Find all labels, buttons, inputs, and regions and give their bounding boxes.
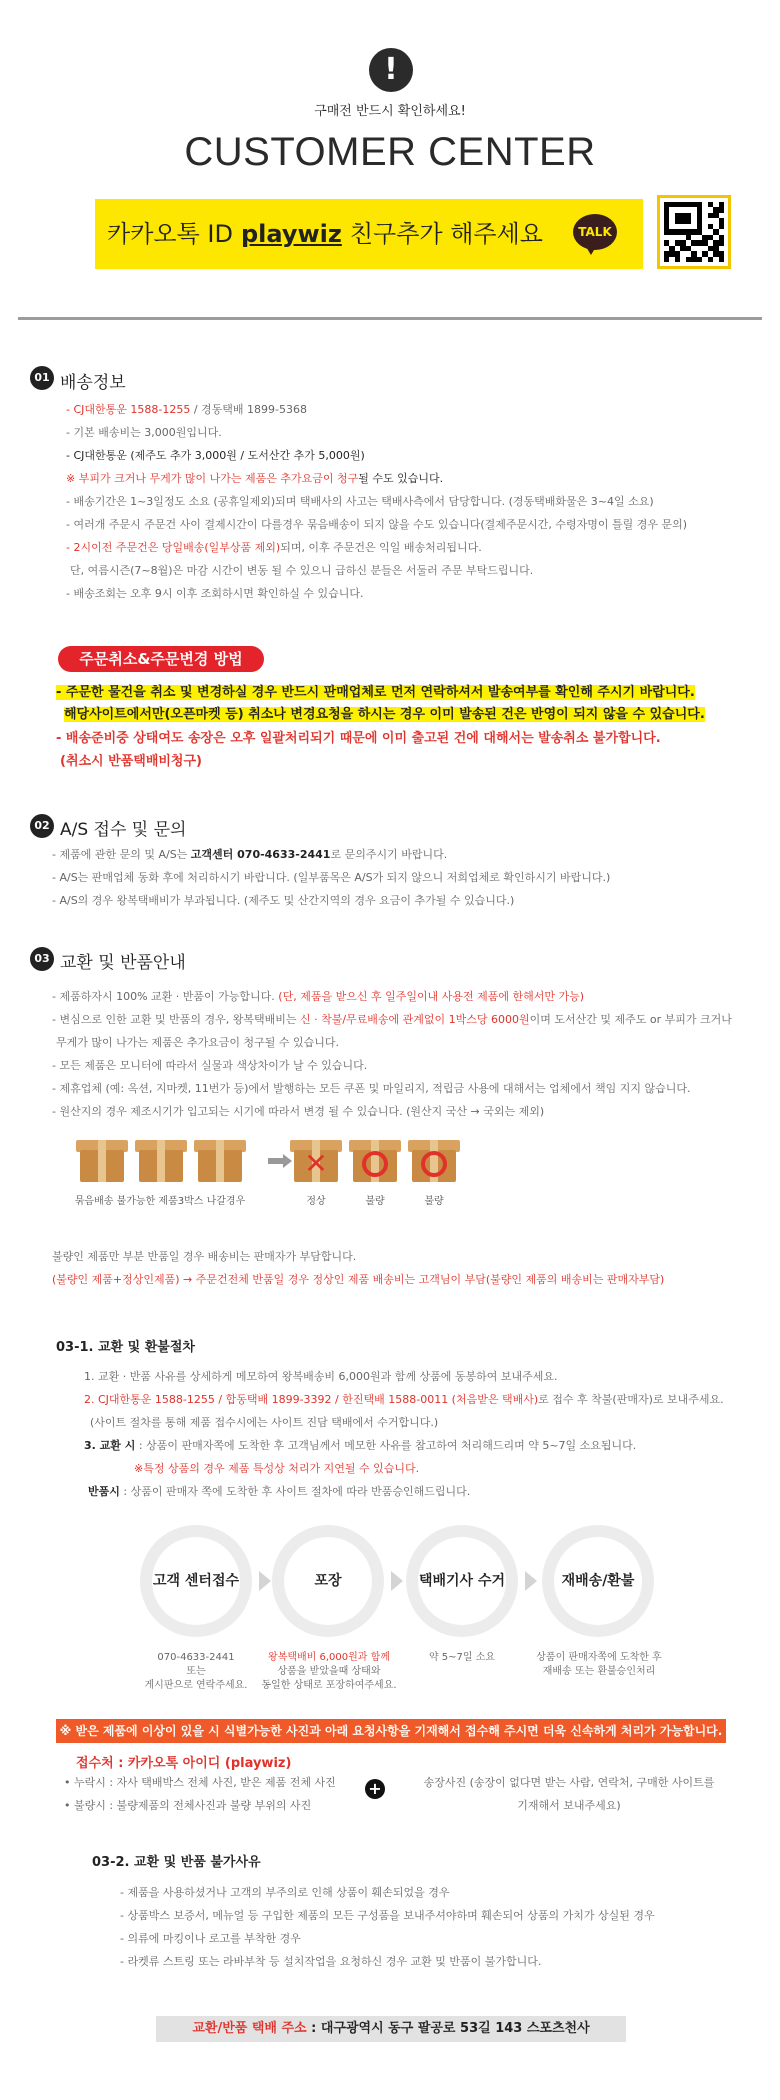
receipt-info: 접수처 : 카카오톡 아이디 (playwiz) — [76, 1756, 292, 1771]
process-step-4 — [542, 1525, 654, 1637]
shipping-line-5 — [66, 493, 654, 509]
process-step-1 — [140, 1525, 252, 1637]
cancel-change-badge: 주문취소&주문변경 방법 — [58, 646, 264, 672]
shipping-text: - 여러개 주문시 주문건 사이 결제시간이 다를경우 묶음배송이 되지 않을 수도 있습니다(결제주문시간, 수령자명이 틀릴 경우 문의) — [66, 518, 688, 531]
box-defect-icon — [349, 1140, 401, 1182]
no-return-line-3: - 의류에 마킹이나 로고를 부착한 경우 — [120, 1932, 301, 1945]
qr-code-icon — [657, 195, 731, 269]
cancel-text: 해당사이트에서만(오픈마켓 등) 취소나 변경요청을 하시는 경우 이미 발송된 건은 반영이 되지 않을 수 있습니다. — [64, 707, 705, 722]
as-line-2: - A/S는 판매업체 동화 후에 처리하시기 바랍니다. (일부품목은 A/S가 되지 않으니 저희업체로 확인하시기 바랍니다.) — [52, 871, 611, 884]
section-number-02: 02 — [30, 814, 54, 838]
box-caption-defect: 불량 — [365, 1196, 385, 1207]
same-day-notice: - 2시이전 주문건은 당일배송(일부상품 제외) — [66, 541, 281, 554]
defect-note-1: 불량인 제품만 부분 반품일 경우 배송비는 판매자가 부담합니다. — [52, 1250, 357, 1263]
shipping-text: - 배송조회는 오후 9시 이후 조회하시면 확인하실 수 있습니다. — [66, 587, 364, 600]
process-step-label: 포장 — [284, 1537, 372, 1625]
customer-center-phone: 고객센터 070-4633-2441 — [190, 848, 331, 861]
warning-icon: ! — [369, 48, 413, 92]
shipping-text: 되며, 이후 주문건은 익일 배송처리됩니다. — [280, 541, 482, 554]
shipping-line-8 — [70, 562, 533, 578]
shipping-line-1 — [66, 401, 307, 417]
exchange-label: 3. 교환 시 — [84, 1439, 136, 1452]
procedure-text: : 상품이 판매자 쪽에 도착한 후 사이트 절차에 따라 반품승인해드립니다. — [119, 1485, 471, 1498]
shipping-text: - 배송기간은 1~3일정도 소요 (공휴일제외)되며 택배사의 사고는 택배사측에서 담당합니다. (경동택배화물은 3~4일 소요) — [66, 495, 654, 508]
shipping-warning: ※ 부피가 크거나 무게가 많이 나가는 제품은 추가요금이 청구 — [66, 472, 359, 485]
shipping-line-9 — [66, 585, 363, 601]
exchange-line-1 — [52, 988, 584, 1004]
no-return-line-1: - 제품을 사용하셨거나 고객의 부주의로 인해 상품이 훼손되었을 경우 — [120, 1886, 450, 1899]
exchange-line-4: - 모든 제품은 모니터에 따라서 실물과 색상차이가 날 수 있습니다. — [52, 1059, 368, 1072]
cancel-line-1 — [56, 681, 695, 700]
section-title-shipping: 배송정보 — [60, 373, 126, 393]
plus-icon: + — [365, 1779, 385, 1799]
exchange-line-5: - 제휴업체 (예: 옥션, 지마켓, 11번가 등)에서 발행하는 모든 쿠폰 및 마일리지, 적립금 사용에 대해서는 업체에서 책임 지지 않습니다. — [52, 1082, 691, 1095]
return-address-value: : 대구광역시 동구 팔공로 53길 143 스포츠천사 — [306, 2021, 590, 2036]
invoice-requirement-2: 기재해서 보내주세요) — [517, 1799, 621, 1812]
defect-report-notice: ※ 받은 제품에 이상이 있을 시 식별가능한 사진과 아래 요청사항을 기재해서 접수해 주시면 더욱 신속하게 처리가 가능합니다. — [56, 1719, 726, 1743]
refund-label: 반품시 — [88, 1485, 120, 1498]
shipping-line-7 — [66, 539, 482, 555]
box-icon — [76, 1140, 128, 1182]
missing-item-requirement: • 누락시 : 자사 택배박스 전체 사진, 받은 제품 전체 사진 — [64, 1776, 336, 1789]
section-number-01: 01 — [30, 366, 54, 390]
subsection-title-no-return: 03-2. 교환 및 반품 불가사유 — [92, 1855, 261, 1870]
courier-phone: - CJ대한통운 1588-1255 — [66, 403, 191, 416]
box-defect-icon — [408, 1140, 460, 1182]
procedure-refund — [88, 1483, 470, 1499]
cancel-line-2 — [64, 703, 705, 722]
kakao-talk-icon-tail — [585, 245, 597, 255]
defect-requirement: • 불량시 : 불량제품의 전체사진과 불량 부위의 사진 — [64, 1799, 312, 1812]
process-caption-1: 070-4633-2441 또는 게시판으로 연락주세요. — [144, 1652, 248, 1691]
procedure-step-3 — [84, 1437, 636, 1453]
no-return-line-2: - 상품박스 보증서, 메뉴얼 등 구입한 제품의 모든 구성품을 보내주셔야하며 훼손되어 상품의 가치가 상실된 경우 — [120, 1909, 655, 1922]
subsection-title-procedure: 03-1. 교환 및 환불절차 — [56, 1340, 195, 1355]
as-text: 로 문의주시기 바랍니다. — [330, 848, 448, 861]
exchange-line-2 — [52, 1011, 732, 1027]
arrow-right-icon — [268, 1158, 284, 1164]
box-caption-multi: 묶음배송 불가능한 제품3박스 나갈경우 — [74, 1196, 246, 1207]
procedure-step-3-note: ※특정 상품의 경우 제품 특성상 처리가 지연될 수 있습니다. — [134, 1462, 420, 1475]
process-caption-4: 상품이 판매자쪽에 도착한 후 재배송 또는 환불승인처리 — [536, 1652, 662, 1677]
divider — [18, 317, 762, 320]
kakao-suffix: 친구추가 해주세요 — [349, 220, 543, 248]
chevron-right-icon — [391, 1571, 403, 1591]
cancel-line-4: (취소시 반품택배비청구) — [60, 754, 202, 769]
section-title-exchange: 교환 및 반품안내 — [60, 953, 186, 973]
shipping-text: 될 수도 있습니다. — [358, 472, 444, 485]
shipping-text: 단, 여름시즌(7~8월)은 마감 시간이 변동 될 수 있으니 급하신 분들은 서둘러 주문 부탁드립니다. — [70, 564, 534, 577]
box-icon — [194, 1140, 246, 1182]
kakao-banner[interactable] — [95, 199, 643, 269]
exchange-condition: (단, 제품을 받으신 후 일주일이내 사용전 제품에 한해서만 가능) — [278, 990, 584, 1003]
shipping-line-4 — [66, 470, 443, 486]
section-number-03: 03 — [30, 947, 54, 971]
courier-list: 2. CJ대한통운 1588-1255 / 합동택배 1899-3392 / 한진택배 1588-0011 (처음받은 택배사) — [84, 1393, 539, 1406]
exchange-line-6: - 원산지의 경우 제조시기가 입고되는 시기에 따라서 변경 될 수 있습니다. (원산지 국산 → 국외는 제외) — [52, 1105, 545, 1118]
kakao-prefix: 카카오톡 ID — [107, 220, 233, 248]
exchange-line-3: 무게가 많이 나가는 제품은 추가요금이 청구될 수 있습니다. — [56, 1036, 339, 1049]
return-address-label: 교환/반품 택배 주소 — [192, 2021, 307, 2036]
as-text: - 제품에 관한 문의 및 A/S는 — [52, 848, 191, 861]
defect-note-2: (불량인 제품+정상인제품) → 주문건전체 반품일 경우 정상인 제품 배송비는 고객님이 부담(불량인 제품의 배송비는 판매자부담) — [52, 1273, 665, 1286]
kakao-id: playwiz — [240, 220, 342, 248]
chevron-right-icon — [525, 1571, 537, 1591]
as-line-3: - A/S의 경우 왕복택배비가 부과됩니다. (제주도 및 산간지역의 경우 요금이 추가될 수 있습니다.) — [52, 894, 515, 907]
process-step-3 — [406, 1525, 518, 1637]
kakao-talk-icon: TALK — [573, 214, 617, 250]
process-caption-2: 왕복택배비 6,000원과 함께 상품을 받았을때 상태와 동일한 상태로 포장하여주세요. — [261, 1652, 397, 1691]
no-return-line-4: - 라켓류 스트링 또는 라바부착 등 설치작업을 요청하신 경우 교환 및 반품이 불가합니다. — [120, 1955, 542, 1968]
procedure-text: 로 접수 후 착불(판매자)로 보내주세요. — [538, 1393, 724, 1406]
exchange-text: 이며 도서산간 및 제주도 or 부피가 크거나 — [529, 1013, 732, 1026]
invoice-requirement: 송장사진 (송장이 없다면 받는 사람, 연락처, 구매한 사이트를 — [423, 1776, 715, 1789]
process-caption-3: 약 5~7일 소요 — [428, 1652, 496, 1663]
process-step-label: 재배송/환불 — [554, 1537, 642, 1625]
cancel-line-3: - 배송준비중 상태여도 송장은 오후 일괄처리되기 때문에 이미 출고된 건에 대해서는 발송취소 불가합니다. — [56, 731, 661, 746]
shipping-line-3 — [66, 447, 365, 463]
kakao-banner-text — [95, 199, 555, 269]
procedure-text: : 상품이 판매자쪽에 도착한 후 고객님께서 메모한 사유를 참고하여 처리해드리며 약 5~7일 소요됩니다. — [135, 1439, 637, 1452]
notice-text: 구매전 반드시 확인하세요! — [314, 104, 466, 119]
exchange-text: - 제품하자시 100% 교환 · 반품이 가능합니다. — [52, 990, 279, 1003]
section-title-as: A/S 접수 및 문의 — [60, 820, 187, 840]
exchange-text: - 변심으로 인한 교환 및 반품의 경우, 왕복택배비는 — [52, 1013, 300, 1026]
box-icon — [135, 1140, 187, 1182]
as-line-1 — [52, 846, 447, 862]
courier-phone-alt: / 경동택배 1899-5368 — [190, 403, 308, 416]
procedure-step-2-note: (사이트 절차를 통해 제품 접수시에는 사이트 진담 택배에서 수거합니다.) — [90, 1416, 439, 1429]
procedure-step-2 — [84, 1391, 724, 1407]
procedure-step-1: 1. 교환 · 반품 사유를 상세하게 메모하여 왕복배송비 6,000원과 함께 상품에 동봉하여 보내주세요. — [84, 1370, 558, 1383]
shipping-line-2 — [66, 424, 222, 440]
shipping-text: - 기본 배송비는 3,000원입니다. — [66, 426, 222, 439]
process-step-2 — [272, 1525, 384, 1637]
shipping-text: - CJ대한통운 (제주도 추가 3,000원 / 도서산간 추가 5,000원) — [66, 449, 365, 462]
shipping-line-6 — [66, 516, 687, 532]
page-title: CUSTOMER CENTER — [184, 130, 596, 174]
cancel-text: - 주문한 물건을 취소 및 변경하실 경우 반드시 판매업체로 먼저 연락하셔서 발송여부를 확인해 주시기 바랍니다. — [56, 685, 695, 700]
process-step-label: 고객 센터접수 — [152, 1537, 240, 1625]
box-caption-normal: 정상 — [306, 1196, 326, 1207]
process-step-label: 택배기사 수거 — [418, 1537, 506, 1625]
exchange-fee: 신 · 착불/무료배송에 관계없이 1박스당 6000원 — [299, 1013, 530, 1026]
box-caption-defect: 불량 — [424, 1196, 444, 1207]
chevron-right-icon — [259, 1571, 271, 1591]
return-address-bar — [156, 2016, 626, 2042]
box-normal-icon: ✕ — [290, 1140, 342, 1182]
